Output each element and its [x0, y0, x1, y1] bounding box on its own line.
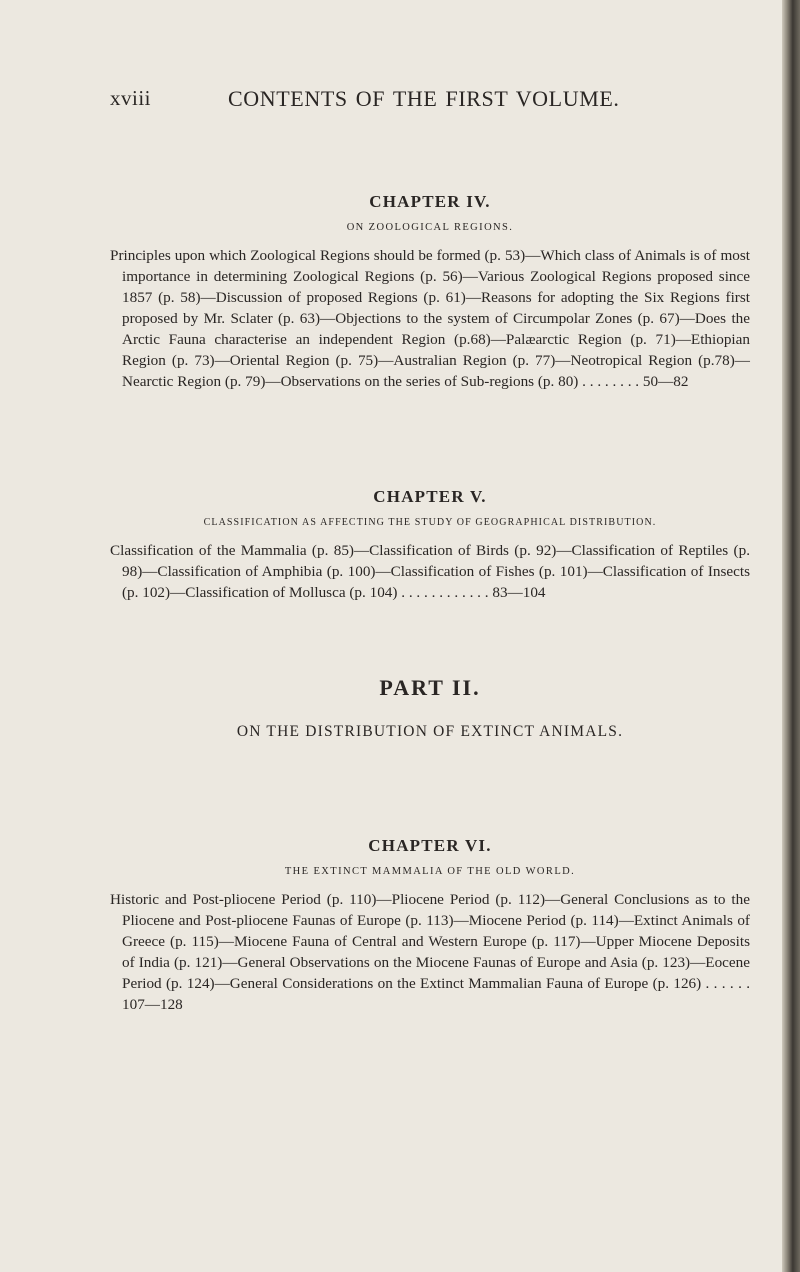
- chapter-iv-pages: 50—82: [642, 373, 689, 390]
- chapter-iv-summary-text: Principles upon which Zoological Regions should be formed (p. 53)—Which class of Animals is of most importance in determining Zoological Regions (p. 56)—Various Zoological Regions proposed since 1857 (p. 58)—Discussion of proposed Regions (p. 61)—Reasons for adopting the Six Regions first proposed by Mr. Sclater (p. 63)—Objections to the system of Circumpolar Zones (p. 67)—Does the Arctic Fauna characterise an independent Region (p.68)—Palæarctic Region (p. 71)—Ethiopian Region (p. 73)—Oriental Region (p. 75)—Australian Region (p. 77)—Neotropical Region (p.78)—Nearctic Region (p. 79)—Observations on the series of Sub-regions (p. 80) . . . . . . . .: [110, 247, 750, 390]
- part-ii-section: [110, 675, 750, 741]
- chapter-vi-subtitle: THE EXTINCT MAMMALIA OF THE OLD WORLD.: [284, 866, 576, 877]
- chapter-v-summary-text: Classification of the Mammalia (p. 85)—Classification of Birds (p. 92)—Classification of Reptiles (p. 98)—Classification of Amphibia (p. 100)—Classification of Fishes (p. 101)—Classification of Insects (p. 102)—Classification of Mollusca (p. 104) . . . . . . . . . . . .: [110, 542, 750, 601]
- page-edge-shadow: [782, 0, 800, 1272]
- page-number: xviii: [110, 86, 152, 110]
- chapter-iv-title: CHAPTER IV.: [369, 192, 491, 211]
- chapter-vi-title: CHAPTER VI.: [368, 836, 492, 855]
- chapter-iv-section: [110, 192, 750, 392]
- chapter-v-pages: 83—104: [492, 584, 546, 601]
- chapter-iv-subtitle: ON ZOOLOGICAL REGIONS.: [346, 222, 514, 233]
- chapter-v-section: [110, 487, 750, 603]
- running-head: [110, 86, 750, 116]
- chapter-iv-summary: [110, 245, 750, 392]
- chapter-v-summary: [110, 540, 750, 603]
- chapter-vi-section: [110, 836, 750, 1015]
- part-ii-subtitle: ON THE DISTRIBUTION OF EXTINCT ANIMALS.: [236, 723, 624, 740]
- part-ii-title: PART II.: [379, 675, 481, 700]
- chapter-vi-pages: 107—128: [122, 996, 183, 1013]
- chapter-vi-summary-text: Historic and Post-pliocene Period (p. 110)—Pliocene Period (p. 112)—General Conclusions as to the Pliocene and Post-pliocene Faunas of Europe (p. 113)—Miocene Period (p. 114)—Extinct Animals of Greece (p. 115)—Miocene Fauna of Central and Western Europe (p. 117)—Upper Miocene Deposits of India (p. 121)—General Observations on the Miocene Faunas of Europe and Asia (p. 123)—Eocene Period (p. 124)—General Considerations on the Extinct Mammalian Fauna of Europe (p. 126) . . . . . .: [110, 891, 750, 992]
- chapter-v-subtitle: CLASSIFICATION AS AFFECTING THE STUDY OF GEOGRAPHICAL DISTRIBUTION.: [203, 517, 657, 528]
- chapter-vi-summary: [110, 889, 750, 1015]
- chapter-v-title: CHAPTER V.: [373, 487, 487, 506]
- running-title: CONTENTS OF THE FIRST VOLUME.: [228, 86, 620, 111]
